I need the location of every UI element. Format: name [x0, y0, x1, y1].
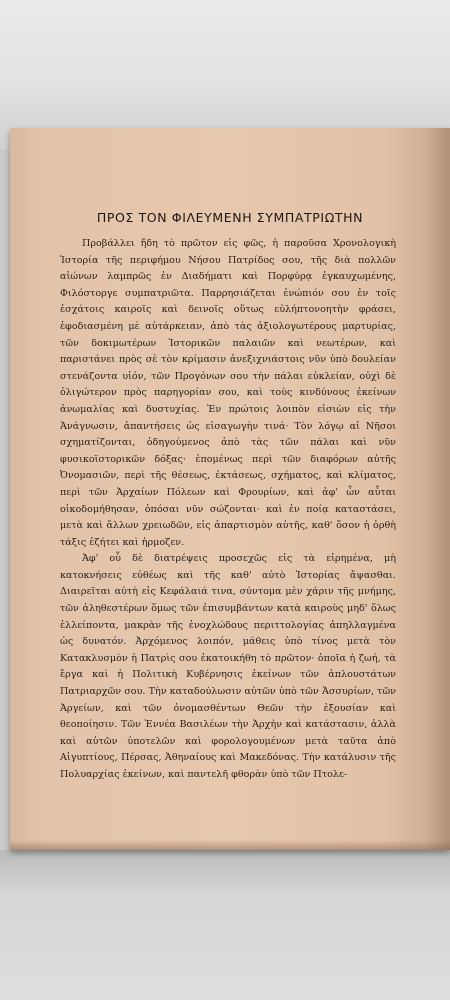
body-text	[60, 236, 396, 784]
paragraph-2: Ἀφ' οὗ δὲ διατρέψεις προσεχῶς εἰς τὰ εἰρημένα, μὴ κατοκνήσεις εὐθέως καὶ τῆς καθ' αὐτὸ Ἱστορίας ἄψασθαι. Διαιρεῖται αὐτὴ εἰς Κεφάλαιά τινα, σύντομα μὲν χάριν τῆς μνήμης, τῶν ἀληθεστέρων ὅμως τῶν ἐπισυμβάντων κατὰ καιροὺς μηδ' ὅλως ἐλλείποντα, μακρὰν τῆς ἐνοχλώδους περιττολογίας ἀπηλλαγμένα ὡς δυνατόν. Ἀρχόμενος λοιπόν, μάθεις ὑπὸ τίνος μετὰ τὸν Κατακλυσμὸν ἡ Πατρὶς σου ἐκατοικήθη τὸ πρῶτον· ὁποῖα ἡ ζωή, τὰ ἔργα καὶ ἡ Πολιτικὴ Κυβέρνησις ἐκείνων τῶν ἁπλουστάτων Πατριαρχῶν σου. Τὴν καταδούλωσιν αὐτῶν ὑπὸ τῶν Ἀσσυρίων, τῶν Ἀργείων, καὶ τῶν ὀνομασθέντων Θεῶν τὴν ἐξουσίαν καὶ θεοποίησιν. Τῶν Ἐννέα Βασιλέων τὴν Ἀρχὴν καὶ κατάστασιν, ἀλλὰ καὶ αὐτῶν ὑποτελῶν καὶ φορολογουμένων μετὰ ταῦτα ἀπὸ Αἰγυπτίους, Πέρσας, Ἀθηναίους καὶ Μακεδόνας. Τὴν κατάλυσιν τῆς Πολυαρχίας ἐκείνων, καὶ παντελῆ φθορὰν ὑπὸ τῶν Πτολε-	[60, 553, 396, 780]
paragraph-1: Προβάλλει ἤδη τὸ πρῶτον εἰς φῶς, ἡ παροῦσα Χρονολογικὴ Ἱστορία τῆς περιφήμου Νήσου Πατρίδος σου, τῆς διὰ πολλῶν αἰώνων λαμπρῶς ἐν Διαδήματι καὶ Πορφύρᾳ ἐγκαυχωμένης, Φιλόστοργε συμπατριῶτα. Παρρησιάζεται ἐνώπιόν σου ἐν τοῖς ἐσχάτοις καιροῖς καὶ δεινοῖς οὕτως εὐλήπτονοητὴν φράσει, ἐφοδιασμένη μὲ αὐτάρκειαν, ἀπὸ τὰς ἀξιολογωτέρους μαρτυρίας, τῶν δοκιμωτέρων Ἱστορικῶν παλαιῶν καὶ νεωτέρων, καὶ παριστάνει πρὸς σὲ τὸν κρίμασιν ἀνεξιχνιάστοις νῦν ὑπὸ δουλείαν στενάζοντα υἱόν, τῶν Προγόνων σου τὴν πάλαι εὐκλείαν, οὐχὶ δὲ ὀλιγώτερον πρὸς παρηγορίαν σου, καὶ τοὺς κινδύνους ἐκείνων ἀνωμαλίας καὶ δυστυχίας. Ἐν πρώτοις λοιπὸν εἰσιὼν εἰς τὴν Ἀνάγνωσιν, ἀπαντήσεις ὡς εἰσαγωγὴν τινά· Τὸν λόγῳ αἱ Νῆσοι σχηματίζονται, ὁδηγούμενος ἀπὸ τὰς τῶν πάλαι καὶ νῦν φυσικοϊστορικῶν δόξας· ἑπομένως περὶ τῶν διαφόρων αὐτῆς Ὀνομασιῶν, περὶ τῆς θέσεως, ἐκτάσεως, σχήματος, καὶ κλίματος, περὶ τῶν Ἀρχαίων Πόλεων καὶ Φρουρίων, καὶ ἀφ' ὧν αὗται οἰκοδομήθησαν, ὁπόσαι νῦν σώζονται· καὶ ἐν ποίᾳ καταστάσει, μετὰ καὶ ἄλλων χρειωδῶν, εἰς ἀπαρτισμὸν αὐτῆς, καθ' ὅσον ἡ ὀρθὴ τάξις ἐζήτει καὶ ἡρμοζεν.	[60, 238, 396, 548]
page-heading: ΠΡΟΣ ΤΟΝ ΦΙΛΕΥΜΕΝΗ ΣΥΜΠΑΤΡΙΩΤΗΝ	[96, 210, 364, 225]
document-page	[10, 128, 450, 850]
page-shadow-edge	[426, 128, 450, 850]
background-surface-bottom	[0, 850, 450, 1000]
